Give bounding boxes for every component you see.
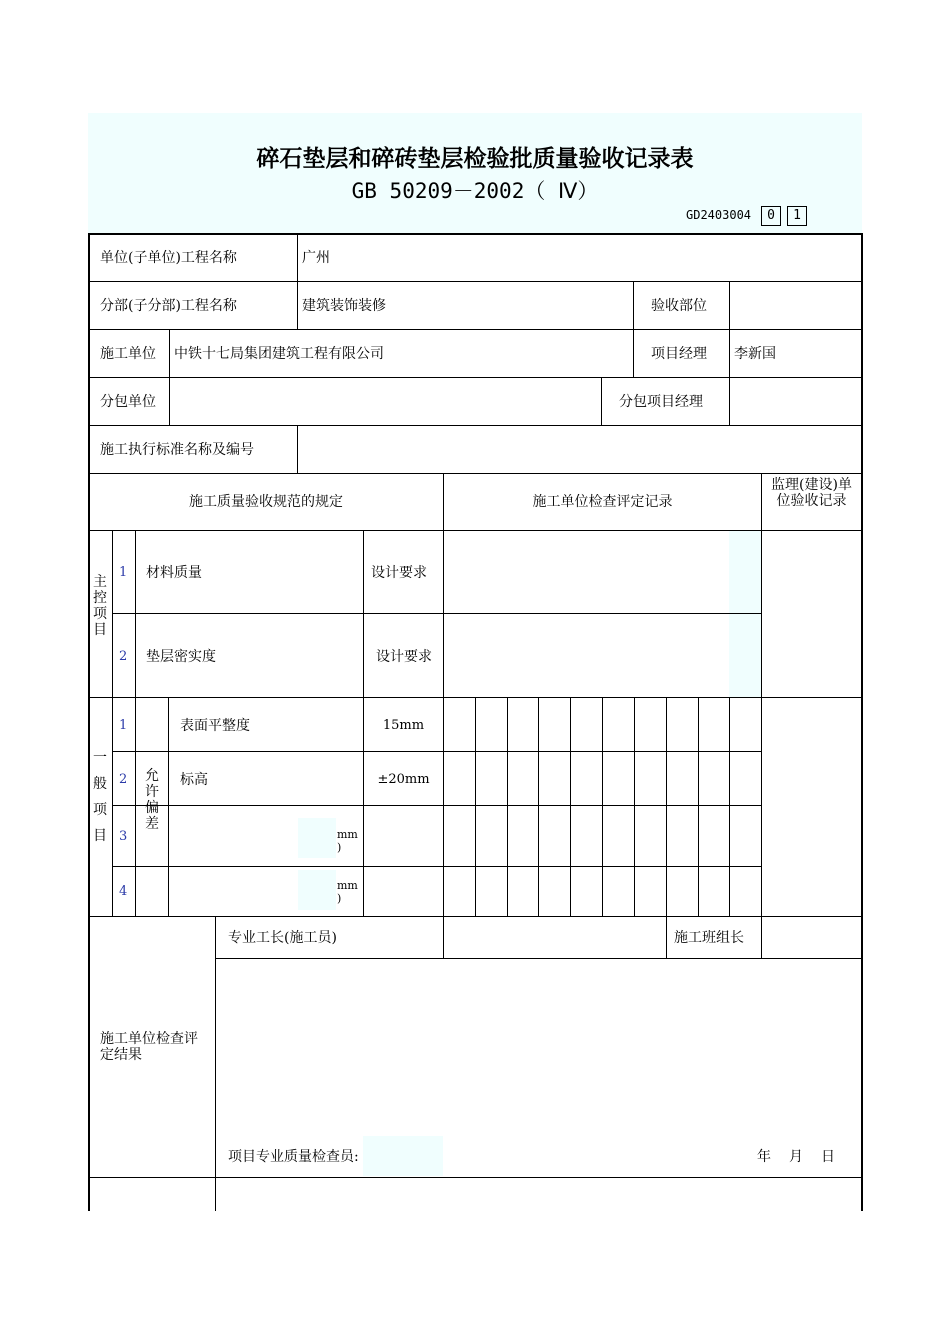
division-value[interactable]: 建筑装饰装修 (302, 298, 386, 314)
form-digit-box: 0 (761, 206, 781, 226)
standard-number: GB 50209－2002（ Ⅳ） (351, 179, 599, 203)
date-month: 月 (789, 1149, 803, 1165)
main-item-requirement: 设计要求 (371, 565, 427, 581)
general-label: 一般项目 (93, 750, 107, 844)
general-item-paren: ) (337, 892, 342, 905)
team-leader-label: 施工班组长 (674, 930, 744, 946)
shaded-cell (298, 870, 336, 910)
record-column-header: 施工单位检查评定记录 (532, 494, 673, 510)
project-manager-label: 项目经理 (651, 346, 707, 362)
main-item-name: 垫层密实度 (146, 649, 216, 665)
tolerance-label: 允许偏差 (145, 768, 159, 832)
form-code: GD2403004 (686, 208, 752, 222)
form-digit-box: 1 (787, 206, 807, 226)
main-item-number: 2 (119, 649, 128, 664)
general-item-value: 15mm (382, 718, 425, 733)
shaded-cell (363, 1136, 443, 1176)
acceptance-part-label: 验收部位 (651, 298, 707, 314)
general-item-unit: mm (337, 879, 358, 892)
shaded-cell (298, 818, 336, 858)
division-label: 分部(子分部)工程名称 (100, 298, 237, 314)
subcontractor-label: 分包单位 (100, 394, 156, 410)
date-year: 年 (757, 1149, 771, 1165)
sub-project-manager-label: 分包项目经理 (619, 394, 703, 410)
standard-label: 施工执行标准名称及编号 (100, 442, 254, 458)
date-day: 日 (821, 1149, 835, 1165)
general-item-name: 标高 (180, 772, 208, 788)
main-item-name: 材料质量 (146, 565, 202, 581)
general-item-unit: mm (337, 828, 358, 841)
shaded-cell (729, 531, 761, 697)
inspector-label: 项目专业质量检查员: (228, 1149, 359, 1165)
general-item-name: 表面平整度 (180, 718, 250, 734)
main-control-label: 主控项目 (93, 574, 107, 638)
main-item-number: 1 (119, 565, 128, 580)
unit-project-label: 单位(子单位)工程名称 (100, 250, 237, 266)
foreman-label: 专业工长(施工员) (228, 930, 337, 946)
supervision-column-header: 监理(建设)单位验收记录 (771, 477, 852, 509)
general-item-number: 4 (119, 884, 128, 899)
general-item-number: 3 (119, 829, 128, 844)
general-item-paren: ) (337, 841, 342, 854)
project-manager-value[interactable]: 李新国 (734, 346, 776, 362)
main-item-requirement: 设计要求 (376, 649, 432, 665)
result-label: 施工单位检查评定结果 (100, 1031, 198, 1063)
contractor-label: 施工单位 (100, 346, 156, 362)
unit-project-value[interactable]: 广州 (302, 250, 330, 266)
form-title: 碎石垫层和碎砖垫层检验批质量验收记录表 (256, 146, 694, 172)
spec-column-header: 施工质量验收规范的规定 (189, 494, 343, 510)
general-item-number: 1 (119, 718, 128, 733)
contractor-value[interactable]: 中铁十七局集团建筑工程有限公司 (174, 346, 384, 362)
general-item-number: 2 (119, 772, 128, 787)
general-item-value: ±20mm (377, 772, 430, 787)
